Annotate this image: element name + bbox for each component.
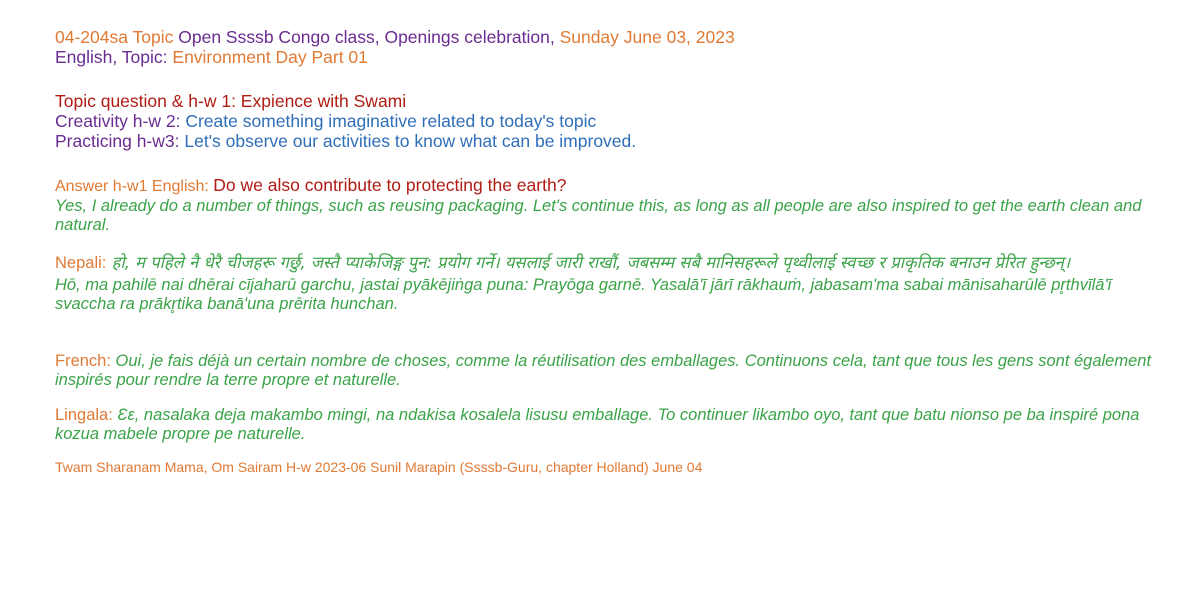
answer-label: Answer h-w1 English: (55, 178, 214, 195)
footer-signature: Twam Sharanam Mama, Om Sairam H-w 2023-06 Sunil Marapin (Ssssb-Guru, chapter Holland) June 04 (55, 459, 703, 475)
homework-3-text: Let's observe our activities to know what can be improved. (179, 131, 637, 151)
homework-2-label: Creativity h-w 2: (55, 111, 181, 131)
homework-3 (55, 131, 1175, 151)
french-text: Oui, je fais déjà un certain nombre de choses, comme la réutilisation des emballages. Continuons cela, tant que tous les gens sont également inspirés pour rendre la terre propre et naturelle. (55, 352, 1152, 389)
lingala-paragraph (55, 406, 1175, 444)
homework-2 (55, 111, 1175, 131)
answer-heading (55, 175, 1175, 197)
header-line-2 (55, 47, 1175, 67)
french-section (55, 352, 1175, 390)
lingala-section (55, 406, 1175, 444)
answer-english-text: Yes, I already do a number of things, such as reusing packaging. Let's continue this, as long as all people are also inspired to get the earth clean and natural. (55, 197, 1142, 234)
homework-3-label: Practicing h-w3: (55, 131, 180, 151)
lingala-text: Ɛɛ, nasalaka deja makambo mingi, na ndakisa kosalela lisusu emballage. To continuer likambo oyo, tant que batu nionso pe ba inspiré pona kozua mabele propre pe naturelle. (55, 406, 1140, 443)
header (55, 27, 1175, 67)
answer-question: Do we also contribute to protecting the earth? (213, 175, 567, 195)
french-label: French: (55, 352, 116, 370)
nepali-section (55, 250, 1175, 314)
nepali-devanagari-text: हो, म पहिले नै धेरै चीजहरू गर्छु, जस्तै प्याकेजिङ्ग पुन: प्रयोग गर्ने। यसलाई जारी राखौं, जबसम्म सबै मानिसहरूले पृथ्वीलाई स्वच्छ र प्राकृतिक बनाउन प्रेरित हुन्छन्। (106, 253, 1071, 272)
topic-label: English, Topic: (55, 47, 168, 67)
nepali-transliteration: Hō, ma pahilē nai dhērai cījaharū garchu, jastai pyākējiṅga puna: Prayōga garnē. Yasalā'ī jārī rākhauṁ, jabasam'ma sabai mānisaharūlē pr̥thvīlā'ī svaccha ra prākr̥tika banā'una prērita hunchan. (55, 276, 1112, 313)
lesson-title: Open Ssssb Congo class, Openings celebration, (173, 27, 555, 47)
homework-1: Topic question & h-w 1: Expience with Swami (55, 91, 407, 111)
nepali-label: Nepali: (55, 254, 107, 272)
lingala-label: Lingala: (55, 406, 118, 424)
lesson-date: Sunday June 03, 2023 (554, 27, 735, 47)
lesson-code: 04-204sa Topic (55, 27, 174, 47)
topic-name: Environment Day Part 01 (167, 47, 368, 67)
header-line-1 (55, 27, 1175, 47)
french-paragraph (55, 352, 1175, 390)
nepali-devanagari (55, 250, 1175, 276)
footer (55, 458, 1175, 476)
homework-section (55, 91, 1175, 151)
answer-section (55, 175, 1175, 235)
homework-2-text: Create something imaginative related to today's topic (180, 111, 597, 131)
